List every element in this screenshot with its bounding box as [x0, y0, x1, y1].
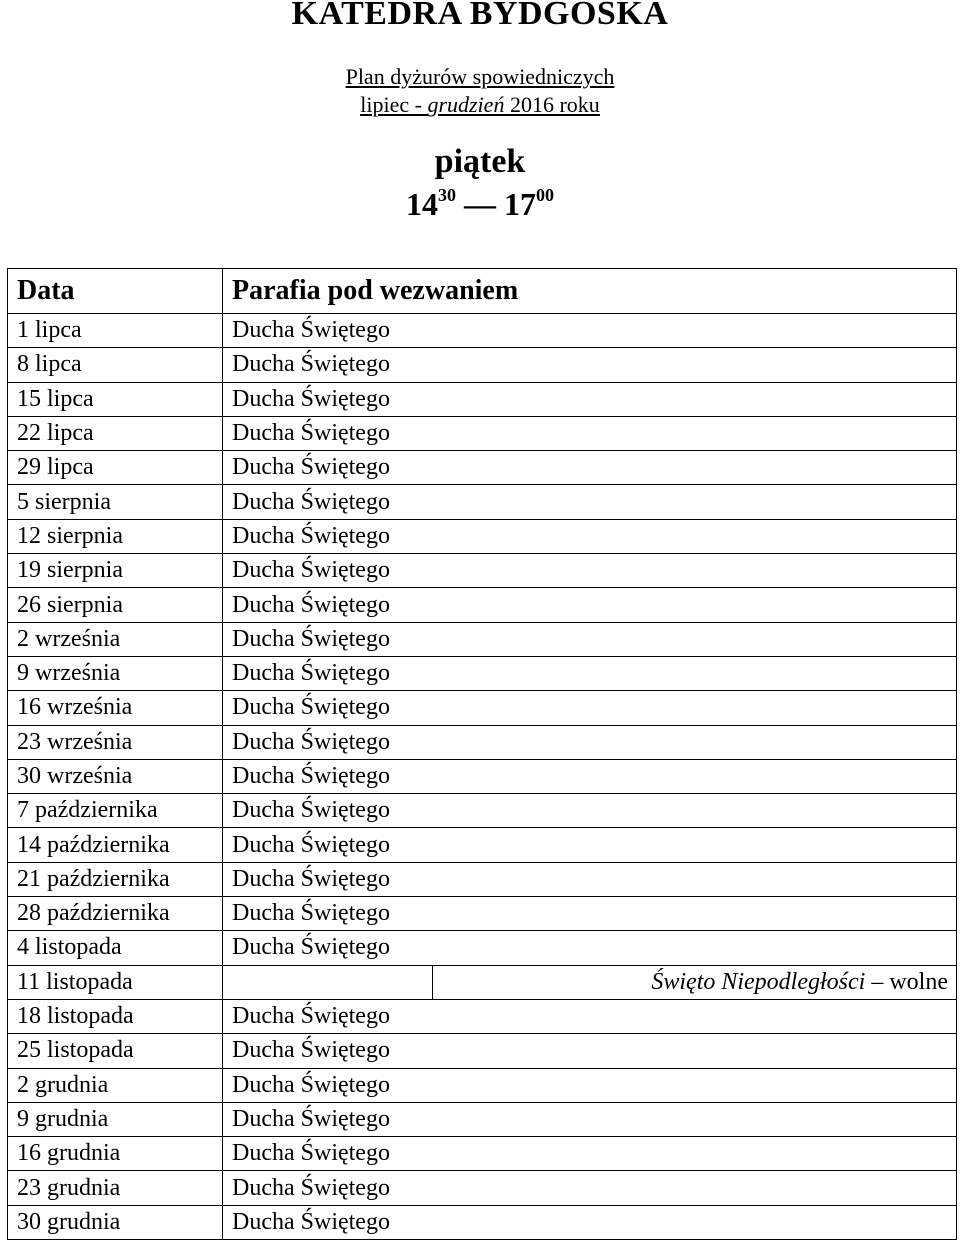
table-row	[8, 656, 957, 690]
row-note	[433, 965, 957, 999]
row-date: 14 października	[8, 828, 223, 862]
row-date: 25 listopada	[8, 1034, 223, 1068]
table-row	[8, 382, 957, 416]
row-parish: Ducha Świętego	[223, 759, 957, 793]
row-parish	[223, 965, 433, 999]
table-row	[8, 588, 957, 622]
row-parish: Ducha Świętego	[223, 622, 957, 656]
table-row	[8, 862, 957, 896]
row-parish: Ducha Świętego	[223, 999, 957, 1033]
row-date: 22 lipca	[8, 416, 223, 450]
row-date: 30 grudnia	[8, 1205, 223, 1239]
time-range	[0, 184, 960, 224]
table-row	[8, 897, 957, 931]
table-row	[8, 1171, 957, 1205]
table-row	[8, 691, 957, 725]
time-separator: —	[456, 186, 504, 222]
document-title: KATEDRA BYDGOSKA	[291, 0, 669, 32]
table-row	[8, 348, 957, 382]
row-date: 26 sierpnia	[8, 588, 223, 622]
table-row	[8, 725, 957, 759]
period-end-month: grudzień	[427, 92, 505, 117]
table-row	[8, 1034, 957, 1068]
table-row	[8, 1068, 957, 1102]
row-parish: Ducha Świętego	[223, 416, 957, 450]
schedule-table	[7, 268, 957, 1240]
subtitle-period	[0, 91, 960, 119]
table-row	[8, 485, 957, 519]
table-row	[8, 314, 957, 348]
row-date: 23 grudnia	[8, 1171, 223, 1205]
table-row	[8, 828, 957, 862]
holiday-status: – wolne	[865, 968, 948, 995]
table-row	[8, 1205, 957, 1239]
schedule-rows	[8, 314, 957, 1240]
row-parish: Ducha Świętego	[223, 485, 957, 519]
row-parish: Ducha Świętego	[223, 1205, 957, 1239]
row-parish: Ducha Świętego	[223, 931, 957, 965]
table-header-row	[8, 269, 957, 314]
row-date: 11 listopada	[8, 965, 223, 999]
row-parish: Ducha Świętego	[223, 1034, 957, 1068]
table-row	[8, 554, 957, 588]
row-parish: Ducha Świętego	[223, 828, 957, 862]
time-end-hour: 17	[504, 186, 536, 222]
row-date: 23 września	[8, 725, 223, 759]
row-date: 7 października	[8, 794, 223, 828]
column-header-date: Data	[8, 269, 223, 314]
row-parish: Ducha Świętego	[223, 1068, 957, 1102]
row-parish: Ducha Świętego	[223, 656, 957, 690]
row-parish: Ducha Świętego	[223, 519, 957, 553]
subtitle-plan-text: Plan dyżurów spowiedniczych	[345, 64, 615, 89]
row-parish: Ducha Świętego	[223, 382, 957, 416]
time-start-minutes: 30	[438, 185, 456, 205]
holiday-name: Święto Niepodległości	[651, 968, 866, 995]
row-date: 19 sierpnia	[8, 554, 223, 588]
period-start: lipiec -	[360, 92, 428, 117]
table-row	[8, 794, 957, 828]
row-date: 28 października	[8, 897, 223, 931]
table-row	[8, 965, 957, 999]
row-parish: Ducha Świętego	[223, 554, 957, 588]
row-date: 2 września	[8, 622, 223, 656]
weekday-heading: piątek	[434, 143, 526, 180]
row-parish: Ducha Świętego	[223, 348, 957, 382]
row-date: 9 września	[8, 656, 223, 690]
row-date: 16 grudnia	[8, 1137, 223, 1171]
table-row	[8, 416, 957, 450]
row-parish: Ducha Świętego	[223, 725, 957, 759]
row-parish: Ducha Świętego	[223, 588, 957, 622]
row-date: 4 listopada	[8, 931, 223, 965]
time-start-hour: 14	[406, 186, 438, 222]
row-date: 30 września	[8, 759, 223, 793]
row-parish: Ducha Świętego	[223, 1137, 957, 1171]
row-parish: Ducha Świętego	[223, 1102, 957, 1136]
time-end-minutes: 00	[536, 185, 554, 205]
table-row	[8, 519, 957, 553]
row-date: 9 grudnia	[8, 1102, 223, 1136]
row-parish: Ducha Świętego	[223, 794, 957, 828]
column-header-parish: Parafia pod wezwaniem	[223, 269, 957, 314]
row-date: 21 października	[8, 862, 223, 896]
table-row	[8, 1137, 957, 1171]
row-parish: Ducha Świętego	[223, 862, 957, 896]
table-row	[8, 999, 957, 1033]
row-parish: Ducha Świętego	[223, 1171, 957, 1205]
table-row	[8, 931, 957, 965]
table-row	[8, 759, 957, 793]
table-row	[8, 622, 957, 656]
row-parish: Ducha Świętego	[223, 314, 957, 348]
row-parish: Ducha Świętego	[223, 451, 957, 485]
row-parish: Ducha Świętego	[223, 691, 957, 725]
row-date: 1 lipca	[8, 314, 223, 348]
subtitle-plan	[0, 63, 960, 91]
subtitle-period-text	[360, 92, 600, 117]
row-date: 5 sierpnia	[8, 485, 223, 519]
table-row	[8, 1102, 957, 1136]
table-row	[8, 451, 957, 485]
row-parish: Ducha Świętego	[223, 897, 957, 931]
row-date: 29 lipca	[8, 451, 223, 485]
row-date: 15 lipca	[8, 382, 223, 416]
row-date: 18 listopada	[8, 999, 223, 1033]
row-date: 2 grudnia	[8, 1068, 223, 1102]
row-date: 12 sierpnia	[8, 519, 223, 553]
period-year: 2016 roku	[504, 92, 600, 117]
row-date: 8 lipca	[8, 348, 223, 382]
row-date: 16 września	[8, 691, 223, 725]
